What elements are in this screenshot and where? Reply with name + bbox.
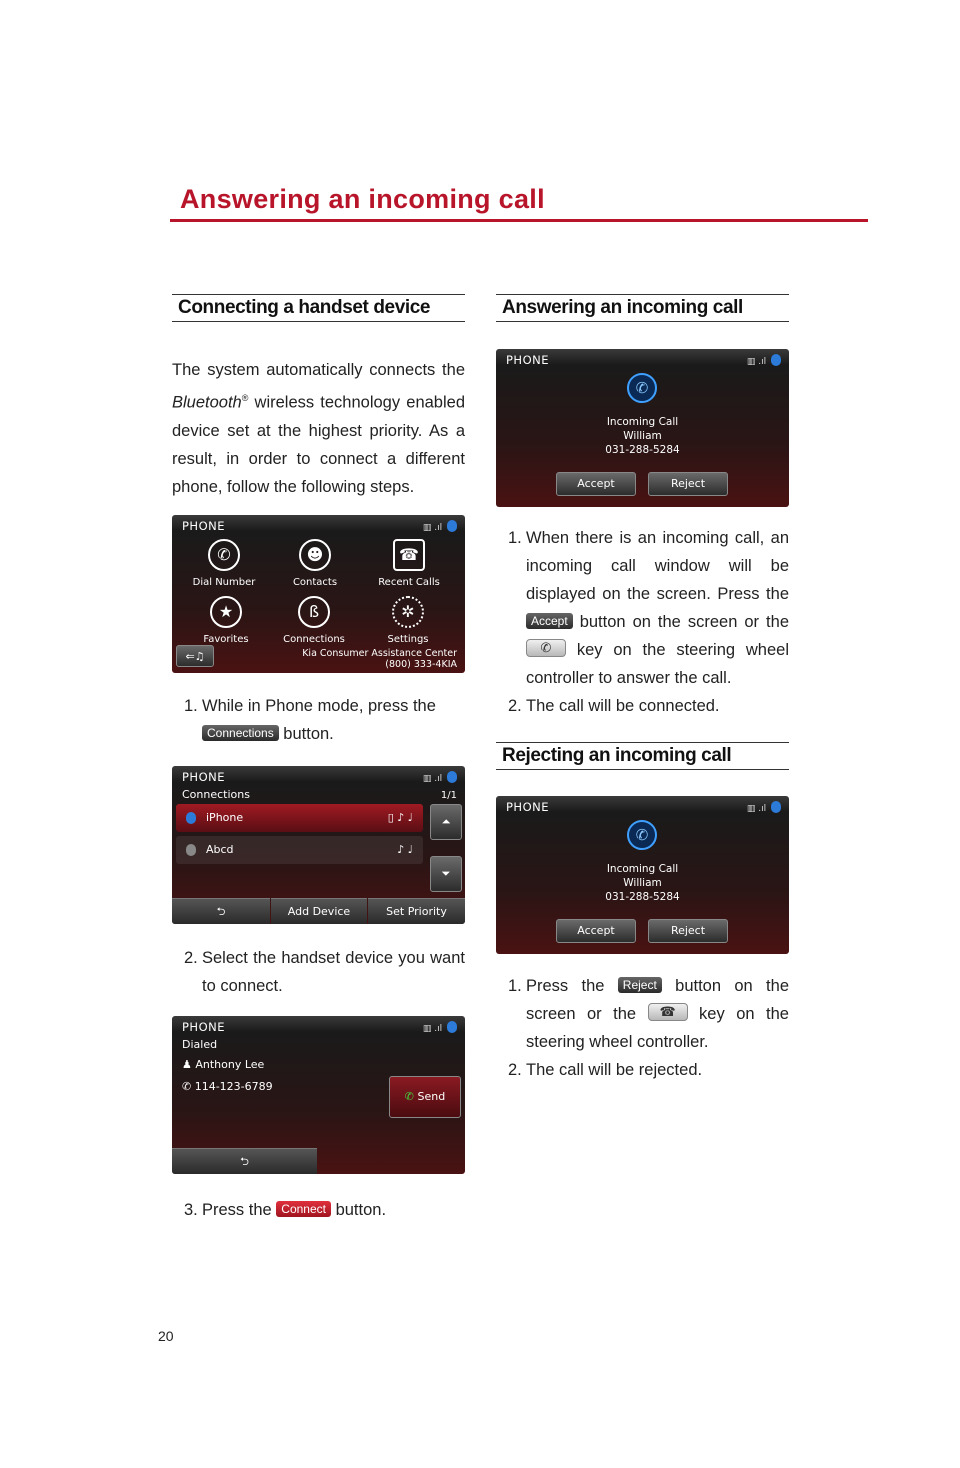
incoming-call-screenshot [496,349,789,507]
back-icon: ⮌ [216,905,226,918]
menu-contacts[interactable] [270,539,360,588]
step-text: While in Phone mode, press the [202,697,436,715]
back-button[interactable] [172,1148,317,1174]
caller-number: 031-288-5284 [605,891,680,903]
contacts-icon: ☻ [299,539,331,571]
reject-button[interactable]: Reject [648,919,728,943]
screen-header: PHONE [182,519,226,533]
accept-inline-button: Accept [526,613,573,629]
favorites-icon: ★ [210,596,242,628]
contact-number: 114-123-6789 [194,1080,273,1093]
accept-button[interactable]: Accept [556,919,636,943]
contact-row [182,1058,264,1071]
dialed-screenshot [172,1016,465,1174]
section-heading-connecting: Connecting a handset device [172,294,465,322]
step-text-b: button. [331,1201,387,1219]
settings-gear-icon: ✲ [392,596,424,628]
step-number: 1. [508,529,522,547]
reject-inline-button: Reject [618,977,662,993]
accept-button[interactable]: Accept [556,472,636,496]
step-number: 1. [508,977,522,995]
step-text-b: button. [278,725,334,743]
page-title: Answering an incoming call [180,184,545,214]
intro-text-b: wireless technology enabled device set at the highest priority. As a result, in order to connect a different phone, follow the following steps. [172,393,465,496]
step-text: The call will be rejected. [526,1061,703,1079]
device-row[interactable] [176,836,423,864]
status-icons: ▥ .ıl [747,354,781,367]
person-icon: ♟ [182,1058,196,1071]
step-1-answer [508,524,789,692]
incoming-call-label: Incoming Call [606,863,679,875]
step-2-reject [508,1056,789,1084]
menu-label: Favorites [203,634,249,645]
back-icon: ⇐♫ [185,650,205,663]
incoming-call-icon: ✆ [627,373,657,403]
number-row [182,1080,273,1093]
back-button[interactable] [172,898,270,924]
section-heading-rejecting: Rejecting an incoming call [496,742,789,770]
intro-brand: Bluetooth [172,393,242,412]
step-text: Select the handset device you want to connect. [202,949,465,995]
screen-header: PHONE [182,770,226,784]
title-rule [170,219,868,222]
menu-label: Dial Number [192,577,256,588]
bluetooth-icon [186,844,196,856]
step-text: Press the [526,977,618,995]
bluetooth-icon [186,812,196,824]
contact-name: Anthony Lee [195,1058,265,1071]
scroll-up-button[interactable]: ⏶ [430,804,462,840]
intro-paragraph [172,356,465,501]
screen-header: PHONE [182,1020,226,1034]
call-key-icon: ✆ [404,1090,418,1103]
intro-reg: ® [241,393,249,403]
menu-label: Contacts [292,577,338,588]
step-text: Press the [202,1201,277,1219]
step-3-left [184,1196,465,1224]
recent-calls-icon: ☎ [393,539,425,571]
send-button[interactable] [389,1076,461,1118]
phone-menu-screenshot [172,515,465,673]
menu-settings[interactable] [363,596,453,645]
caller-name: William [623,430,662,442]
music-icon: ♪ ♩ [397,843,413,856]
add-device-button[interactable]: Add Device [271,898,367,924]
step-text-b: button on the screen or the [526,977,789,1023]
incoming-call-label: Incoming Call [606,416,679,428]
step-text-b: button on the screen or the [572,613,789,631]
device-name: Abcd [206,843,234,856]
scroll-down-button[interactable]: ⏷ [430,856,462,892]
send-label: Send [417,1090,446,1103]
status-icons: ▥ .ıl [423,771,457,784]
step-number: 2. [184,949,198,967]
bluetooth-icon: ß [298,596,330,628]
step-number: 1. [184,697,198,715]
caller-number: 031-288-5284 [605,444,680,456]
menu-recent-calls[interactable] [364,539,454,588]
assistance-footer [302,648,457,670]
assistance-line2: (800) 333-4KIA [385,659,457,670]
reject-button[interactable]: Reject [648,472,728,496]
step-text: When there is an incoming call, an incoming call window will be displayed on the screen. Press the [526,529,789,603]
step-2-left [184,944,465,1000]
incoming-call-screenshot [496,796,789,954]
step-number: 2. [508,697,522,715]
connect-inline-button: Connect [276,1201,331,1217]
status-icons: ▥ .ıl [423,1021,457,1034]
screen-title: Connections [182,788,250,801]
page-number: 20 [158,1328,174,1344]
music-icon: ▯ ♪ ♩ [387,811,413,824]
screen-title: Dialed [182,1038,218,1051]
set-priority-button[interactable]: Set Priority [368,898,465,924]
menu-label: Connections [283,634,345,645]
phone-icon: ✆ [182,1080,195,1093]
step-1-reject [508,972,789,1056]
device-row[interactable] [176,804,423,832]
screen-header: PHONE [506,353,550,367]
assistance-line1: Kia Consumer Assistance Center [302,648,457,659]
device-name: iPhone [206,811,244,824]
screen-header: PHONE [506,800,550,814]
connections-inline-button: Connections [202,725,279,741]
menu-label: Settings [387,634,429,645]
step-2-answer [508,692,789,720]
menu-label: Recent Calls [378,577,440,588]
step-text-c: key on the steering wheel controller to answer the call. [526,641,789,687]
intro-text-a: The system automatically connects the [172,361,465,379]
back-icon: ⮌ [240,1155,249,1168]
step-1-left [184,692,465,748]
status-icons: ▥ .ıl [747,801,781,814]
step-text: The call will be connected. [526,697,720,715]
call-key-icon: ✆ [526,639,566,657]
step-text-c: key on the steering wheel controller. [526,1005,789,1051]
page-indicator: 1/1 [440,790,457,801]
step-number: 2. [508,1061,522,1079]
status-icons: ▥ .ıl [423,520,457,533]
step-number: 3. [184,1201,198,1219]
menu-connections[interactable] [269,596,359,645]
caller-name: William [623,877,662,889]
menu-dial-number[interactable] [179,539,269,588]
connections-screenshot [172,766,465,924]
end-call-key-icon: ☎ [648,1003,688,1021]
back-button[interactable] [176,645,214,667]
incoming-call-icon: ✆ [627,820,657,850]
phone-icon: ✆ [208,539,240,571]
menu-favorites[interactable] [181,596,271,645]
section-heading-answering: Answering an incoming call [496,294,789,322]
